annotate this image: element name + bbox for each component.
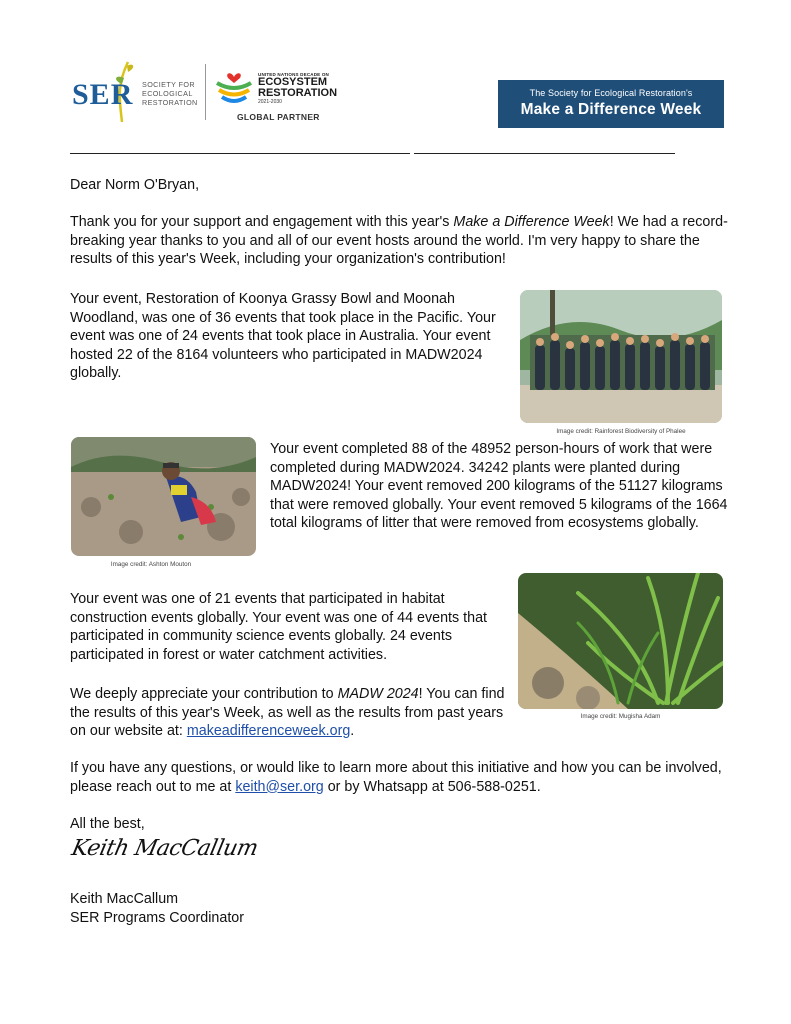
un-decade-icon: [214, 67, 254, 107]
global-partner-label: GLOBAL PARTNER: [237, 112, 320, 122]
ser-logo-text: SER: [72, 78, 134, 111]
un-restoration-label: RESTORATION: [258, 87, 338, 99]
un-years: 2021-2030: [258, 99, 282, 105]
paragraph-event-participation: Your event was one of 21 events that participated in habitat construction events globally. Your event was one of 44 events that participated in community science events globally. 24 events participated in forest or water catchment activities.: [70, 591, 487, 663]
photo-credit: Image credit: Ashton Mouton: [110, 561, 192, 568]
website-link[interactable]: makeadifferenceweek.org: [186, 723, 351, 740]
photo-credit: Image credit: Rainforest Biodiversity of Phalee: [556, 428, 686, 435]
planting-photo: [71, 437, 256, 556]
signer-title: SER Programs Coordinator: [70, 910, 245, 926]
group-photo: [520, 290, 722, 423]
paragraph-contact: If you have any questions, or would like to learn more about this initiative and how you can be involved, please reach out to me at keith@ser.org or by Whatsapp at 506-588-0251.: [70, 760, 722, 795]
banner-title: Make a Difference Week: [520, 101, 702, 118]
paragraph-appreciation: We deeply appreciate your contribution to MADW 2024! You can find the results of this year's Week, as well as the results from past years on our website at: makeadifferenceweek.org.: [70, 686, 505, 740]
signature: Keith MacCallum: [69, 836, 261, 861]
paragraph-event-work: Your event completed 88 of the 48952 person-hours of work that were completed during MADW2024. 34242 plants were planted during MADW2024! Your event removed 200 kilograms of the 51127 kilograms that were removed globally. Your event removed 5 kilograms of the 1664 total kilograms of litter that were removed from ecosystems globally.: [270, 441, 728, 532]
un-decade-label: UNITED NATIONS DECADE ON: [258, 72, 329, 77]
greeting: Dear Norm O'Bryan,: [70, 177, 200, 193]
signer-name: Keith MacCallum: [70, 891, 179, 907]
ser-logo-subtitle: SOCIETY FOR ECOLOGICAL RESTORATION: [142, 80, 198, 107]
garden-photo: [518, 573, 723, 709]
un-ecosystem-label: ECOSYSTEM: [258, 76, 328, 88]
header-rule-right: [414, 153, 675, 154]
header-divider: [205, 64, 206, 120]
closing: All the best,: [70, 816, 145, 832]
banner-subtitle: The Society for Ecological Restoration's: [529, 88, 693, 98]
photo-credit: Image credit: Mugisha Adam: [580, 713, 661, 720]
paragraph-event-location: Your event, Restoration of Koonya Grassy Bowl and Moonah Woodland, was one of 36 events that took place in the Pacific. Your event was one of 24 events that took place in Australia. Your event hosted 22 of the 8164 volunteers who participated in MADW2024 globally.: [70, 291, 496, 382]
paragraph-thanks: Thank you for your support and engagement with this year's Make a Difference Week! We had a record-breaking year thanks to you and all of our event hosts around the world. I'm very happy to share the results of this year's Week, including your organization's contribution!: [70, 214, 728, 268]
header-rule-left: [70, 153, 410, 154]
madw-banner: [498, 80, 724, 128]
email-link[interactable]: keith@ser.org: [235, 778, 324, 795]
